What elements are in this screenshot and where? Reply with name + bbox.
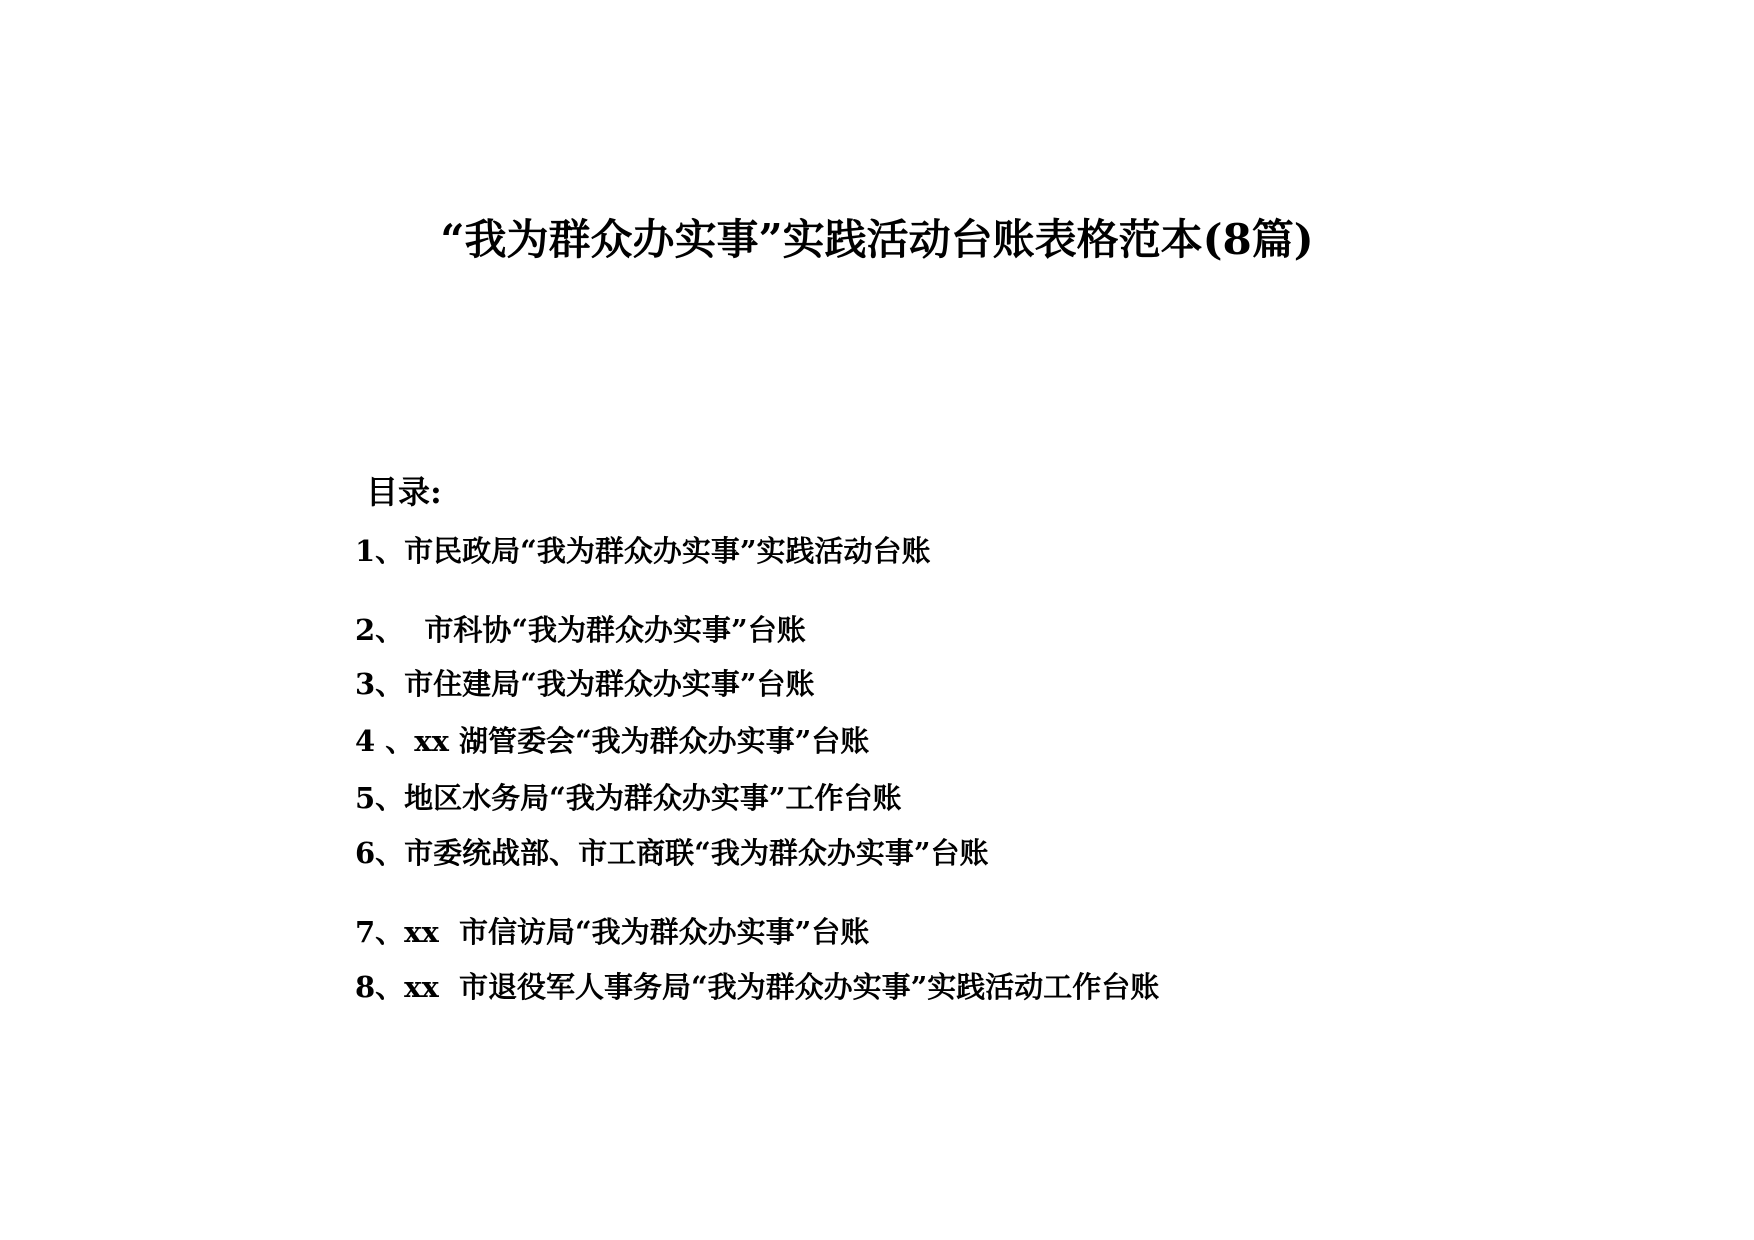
toc-item-8: 8、xx 市退役军人事务局“我为群众办实事”实践活动工作台账 [355, 970, 1160, 1004]
toc-item-2: 2、 市科协“我为群众办实事”台账 [355, 613, 806, 647]
document-title: “我为群众办实事”实践活动台账表格范本(8篇) [440, 215, 1314, 264]
toc-heading: 目录: [366, 473, 442, 511]
toc-item-7: 7、xx 市信访局“我为群众办实事”台账 [355, 915, 870, 949]
toc-item-4: 4 、xx 湖管委会“我为群众办实事”台账 [355, 724, 870, 758]
toc-item-5: 5、地区水务局“我为群众办实事”工作台账 [355, 781, 902, 815]
toc-item-1: 1、市民政局“我为群众办实事”实践活动台账 [355, 534, 931, 568]
toc-item-6: 6、市委统战部、市工商联“我为群众办实事”台账 [355, 836, 989, 870]
toc-item-3: 3、市住建局“我为群众办实事”台账 [355, 667, 815, 701]
